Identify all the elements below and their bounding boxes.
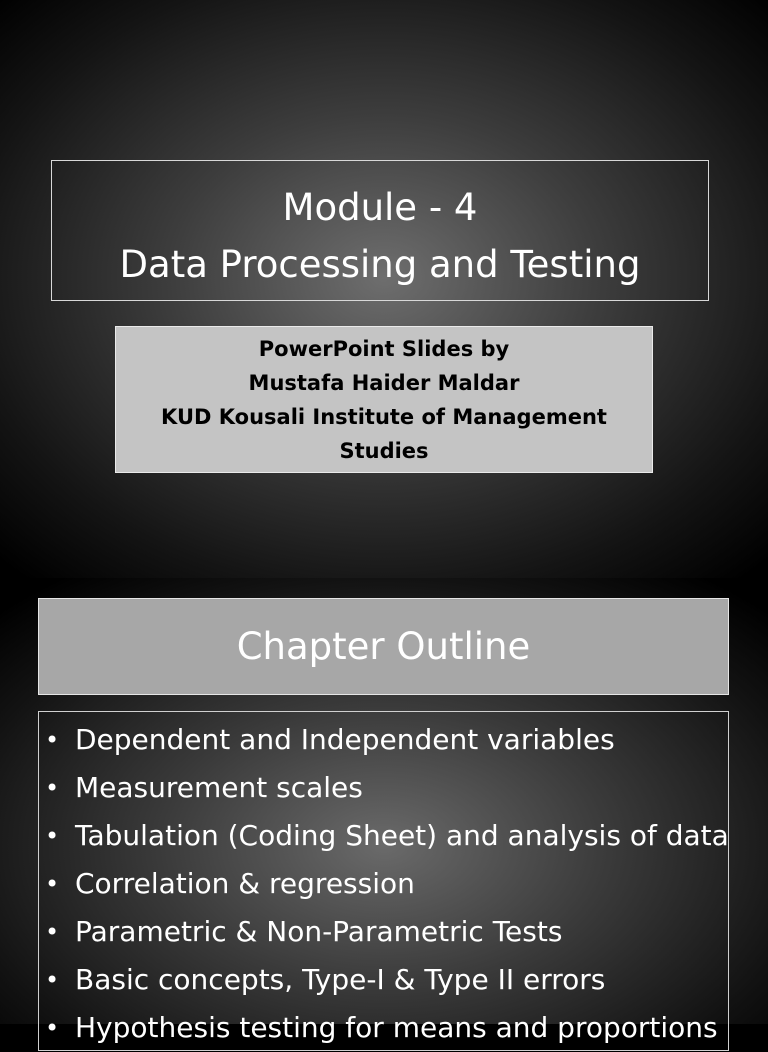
author-credit-label: PowerPoint Slides by [258,337,510,361]
list-item [39,956,728,1004]
outline-list [39,712,728,1052]
outline-slide [0,578,768,1044]
module-title: Module - 4 [282,186,478,229]
list-item-text: Tabulation (Coding Sheet) and analysis of data [75,819,729,852]
list-item-text: Measurement scales [75,771,363,804]
list-item-text: Parametric & Non-Parametric Tests [75,915,563,948]
author-name: Mustafa Haider Maldar [248,371,520,395]
bullet-icon: • [45,870,60,898]
module-subtitle: Data Processing and Testing [119,243,641,286]
bullet-icon: • [45,822,60,850]
chapter-outline-body [38,711,729,1051]
list-item [39,764,728,812]
bullet-icon: • [45,918,60,946]
chapter-outline-heading: Chapter Outline [38,598,729,695]
title-box [51,160,709,301]
list-item [39,812,728,860]
bullet-icon: • [45,726,60,754]
list-item [39,716,728,764]
list-item [39,1004,728,1052]
list-item-text: Hypothesis testing for means and proportions [75,1011,718,1044]
list-item-text: Dependent and Independent variables [75,723,615,756]
bullet-icon: • [45,1014,60,1042]
list-item [39,860,728,908]
bullet-icon: • [45,774,60,802]
author-institute: KUD Kousali Institute of Management Studies [161,405,607,463]
list-item-text: Basic concepts, Type-I & Type II errors [75,963,606,996]
bullet-icon: • [45,966,60,994]
list-item [39,908,728,956]
list-item-text: Correlation & regression [75,867,415,900]
author-box [115,326,653,473]
